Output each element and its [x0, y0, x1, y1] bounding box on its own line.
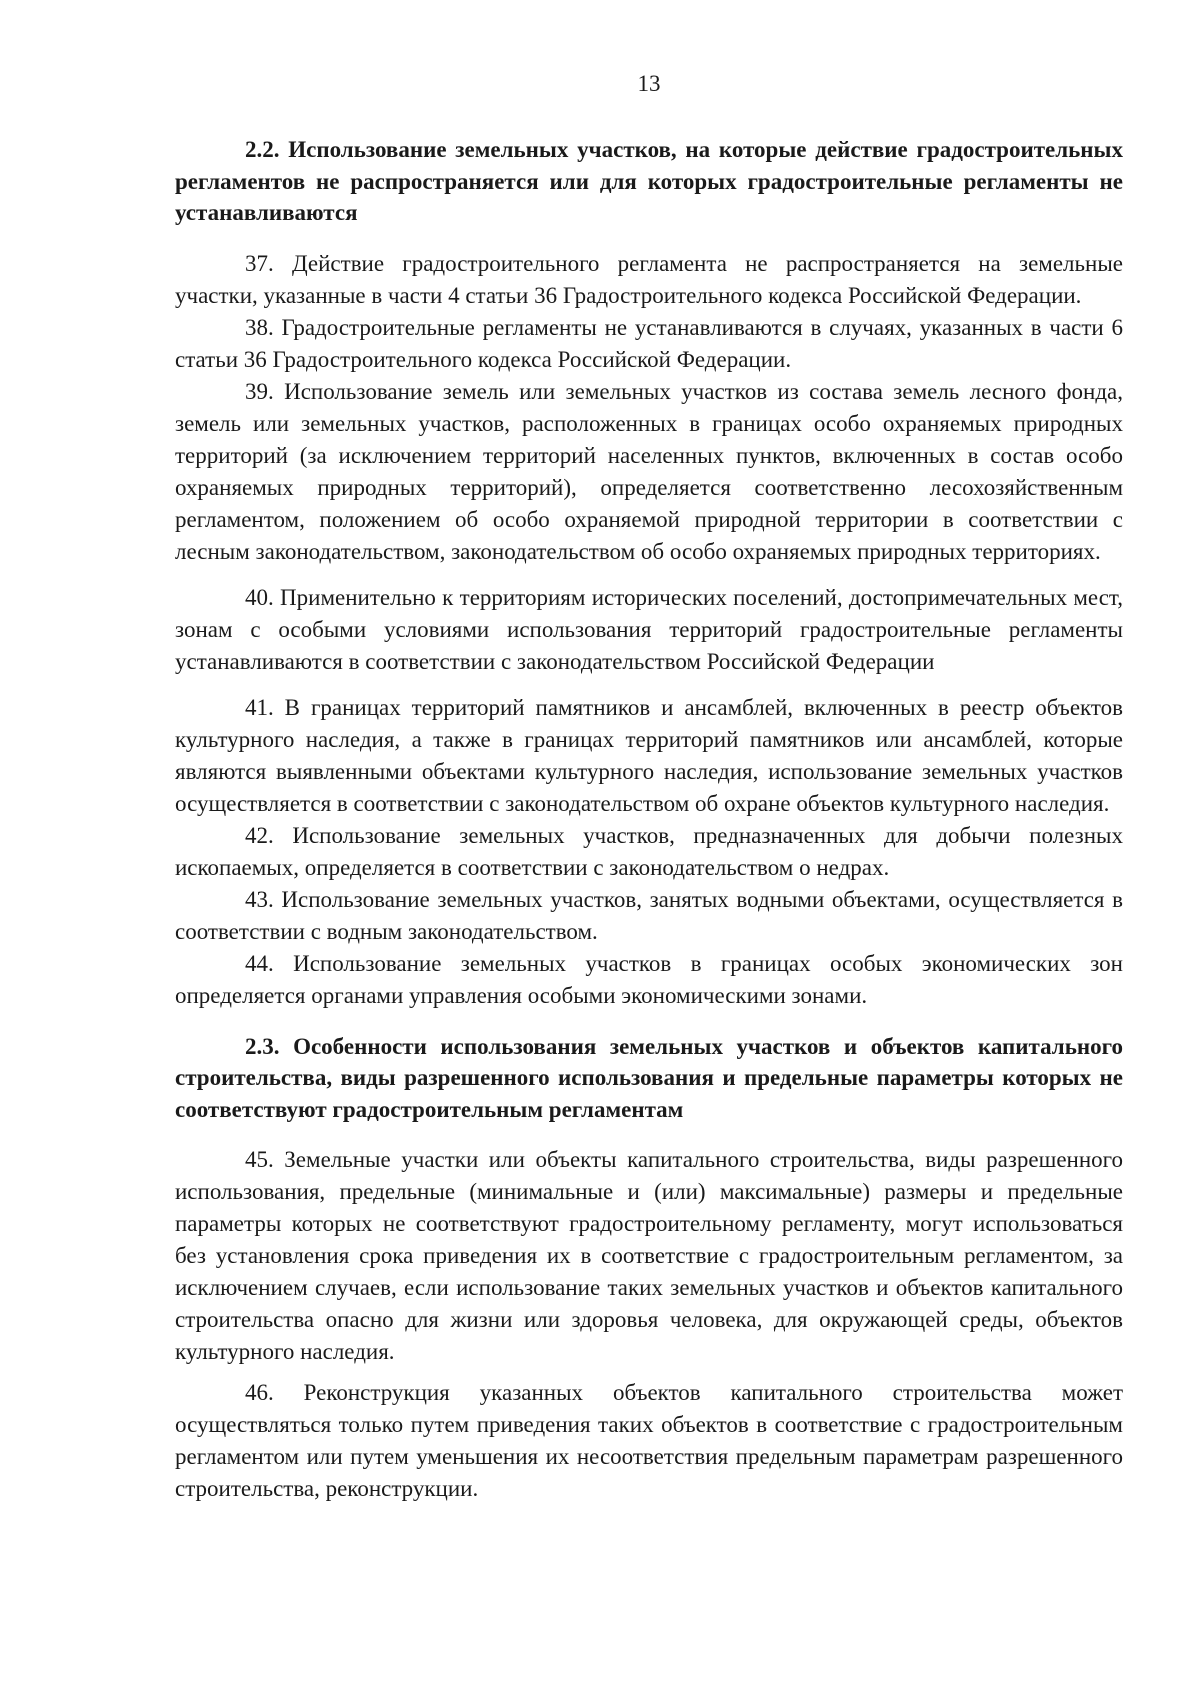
paragraph-46: 46. Реконструкция указанных объектов капитального строительства может осуществляться только путем приведения таких объектов в соответствие с градостроительным регламентом или путем уменьшения их несоответствия предельным параметрам разрешенного строительства, реконструкции.: [175, 1380, 1123, 1501]
paragraph-38: 38. Градостроительные регламенты не устанавливаются в случаях, указанных в части 6 статьи 36 Градостроительного кодекса Российской Федерации.: [175, 314, 1123, 372]
section-heading-2-3: 2.3. Особенности использования земельных участков и объектов капитального строительства, виды разрешенного использования и предельные параметры которых не соответствуют градостроительным регламентам: [175, 1033, 1123, 1122]
paragraph-40: 40. Применительно к территориям исторических поселений, достопримечательных мест, зонам с особыми условиями использования территорий градостроительные регламенты устанавливаются в соответствии с законодательством Российской Федерации: [175, 584, 1123, 674]
document-body: [175, 134, 1123, 1505]
paragraph-44: 44. Использование земельных участков в границах особых экономических зон определяется органами управления особыми экономическими зонами.: [175, 950, 1123, 1008]
page-number: 13: [637, 71, 661, 96]
paragraph-42: 42. Использование земельных участков, предназначенных для добычи полезных ископаемых, определяется в соответствии с законодательством о недрах.: [175, 822, 1123, 880]
paragraph-39: 39. Использование земель или земельных участков из состава земель лесного фонда, земель или земельных участков, расположенных в границах особо охраняемых природных территорий (за исключением территорий населенных пунктов, включенных в состав особо охраняемых природных территорий), определяется соответственно лесохозяйственным регламентом, положением об особо охраняемой природной территории в соответствии с лесным законодательством, законодательством об особо охраняемых природных территориях.: [175, 378, 1123, 564]
paragraph-37: 37. Действие градостроительного регламента не распространяется на земельные участки, указанные в части 4 статьи 36 Градостроительного кодекса Российской Федерации.: [175, 250, 1123, 308]
paragraph-43: 43. Использование земельных участков, занятых водными объектами, осуществляется в соответствии с водным законодательством.: [175, 886, 1123, 944]
paragraph-45: 45. Земельные участки или объекты капитального строительства, виды разрешенного использования, предельные (минимальные и (или) максимальные) размеры и предельные параметры которых не соответствуют градостроительному регламенту, могут использоваться без установления срока приведения их в соответствие с градостроительным регламентом, за исключением случаев, если использование таких земельных участков и объектов капитального строительства опасно для жизни или здоровья человека, для окружающей среды, объектов культурного наследия.: [175, 1147, 1123, 1364]
paragraph-41: 41. В границах территорий памятников и ансамблей, включенных в реестр объектов культурного наследия, а также в границах территорий памятников или ансамблей, которые являются выявленными объектами культурного наследия, использование земельных участков осуществляется в соответствии с законодательством об охране объектов культурного наследия.: [175, 694, 1123, 816]
section-heading-2-2: 2.2. Использование земельных участков, на которые действие градостроительных регламентов не распространяется или для которых градостроительные регламенты не устанавливаются: [175, 137, 1123, 225]
